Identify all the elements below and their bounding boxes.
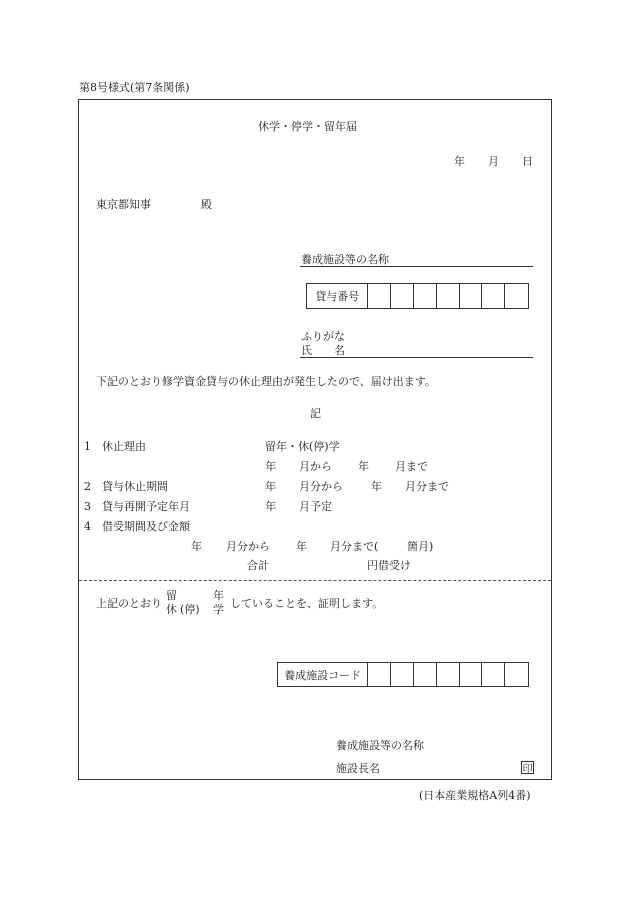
certify-suffix: していることを、証明します。 — [230, 597, 384, 610]
loan-number-cell[interactable] — [482, 284, 505, 308]
item-4-from: 月分から — [226, 540, 270, 553]
item-1-sub-to: 月まで — [395, 460, 428, 473]
furigana-label: ふりがな — [301, 330, 345, 343]
facility-code-label: 養成施設コード — [278, 663, 368, 686]
facility-code-cell[interactable] — [414, 663, 437, 686]
item-1-sub-year2: 年 — [358, 460, 369, 473]
loan-number-cell[interactable] — [414, 284, 437, 308]
item-2-year2: 年 — [371, 480, 382, 493]
item-1-number: 1 — [84, 440, 91, 453]
facility-code-cell[interactable] — [460, 663, 483, 686]
facility-code-cell[interactable] — [482, 663, 505, 686]
certify-opt-top-right: 年 — [213, 589, 224, 602]
facility-code-cell[interactable] — [437, 663, 460, 686]
item-1-sub-year: 年 — [265, 460, 276, 473]
item-4-to: 月分まで( — [330, 540, 379, 553]
footer-note: (日本産業規格A列4番) — [419, 789, 531, 802]
certify-opt-bottom-left: 休 — [166, 603, 177, 616]
loan-number-cell[interactable] — [368, 284, 391, 308]
facility-code-boxes — [277, 662, 529, 687]
item-2-label: 貸与休止期間 — [102, 480, 168, 493]
date-month: 月 — [488, 155, 499, 168]
certify-opt-bottom-right: 学 — [213, 603, 224, 616]
loan-number-label: 貸与番号 — [307, 284, 368, 308]
certify-opt-bottom-mid: (停) — [180, 603, 200, 616]
item-3-number: 3 — [84, 500, 91, 513]
item-4-total-label: 合計 — [247, 559, 269, 572]
certify-opt-top-left: 留 — [166, 589, 177, 602]
loan-number-cell[interactable] — [460, 284, 483, 308]
facility-name-line — [300, 266, 533, 267]
director-label: 施設長名 — [336, 762, 380, 775]
item-2-year: 年 — [265, 480, 276, 493]
form-number: 第8号様式(第7条関係) — [79, 81, 190, 94]
facility-code-cell[interactable] — [505, 663, 528, 686]
certify-prefix: 上記のとおり — [96, 597, 162, 610]
date-year: 年 — [454, 155, 465, 168]
cut-line — [79, 580, 551, 581]
addressee: 東京都知事 — [96, 198, 151, 211]
form-title: 休学・停学・留年届 — [258, 120, 357, 133]
item-2-from: 月分から — [299, 480, 343, 493]
facility-name-label: 養成施設等の名称 — [301, 253, 389, 266]
item-3-label: 貸与再開予定年月 — [102, 500, 190, 513]
item-3-month: 月予定 — [299, 500, 332, 513]
item-4-months: 箇月) — [407, 540, 434, 553]
item-4-total-unit: 円借受け — [367, 559, 411, 572]
name-line — [300, 357, 533, 358]
loan-number-boxes — [306, 283, 529, 309]
facility-name-label-2: 養成施設等の名称 — [336, 739, 424, 752]
facility-code-cell[interactable] — [391, 663, 414, 686]
item-1-label: 休止理由 — [102, 440, 146, 453]
item-4-label: 借受期間及び金額 — [102, 520, 190, 533]
item-3-year: 年 — [265, 500, 276, 513]
item-4-number: 4 — [84, 520, 91, 533]
item-1-sub-from: 月から — [299, 460, 332, 473]
name-label: 氏 名 — [301, 344, 345, 357]
item-4-year2: 年 — [296, 540, 307, 553]
statement: 下記のとおり修学資金貸与の休止理由が発生したので、届け出ます。 — [96, 375, 436, 388]
seal-mark: 印 — [521, 761, 534, 774]
item-4-year: 年 — [191, 540, 202, 553]
loan-number-cell[interactable] — [437, 284, 460, 308]
item-2-number: 2 — [84, 480, 91, 493]
facility-code-cell[interactable] — [368, 663, 391, 686]
loan-number-cell[interactable] — [505, 284, 528, 308]
loan-number-cell[interactable] — [391, 284, 414, 308]
ki-label: 記 — [310, 407, 321, 420]
date-day: 日 — [522, 155, 533, 168]
item-1-value: 留年・休(停)学 — [265, 440, 340, 453]
item-2-to: 月分まで — [405, 480, 449, 493]
addressee-honorific: 殿 — [201, 198, 212, 211]
